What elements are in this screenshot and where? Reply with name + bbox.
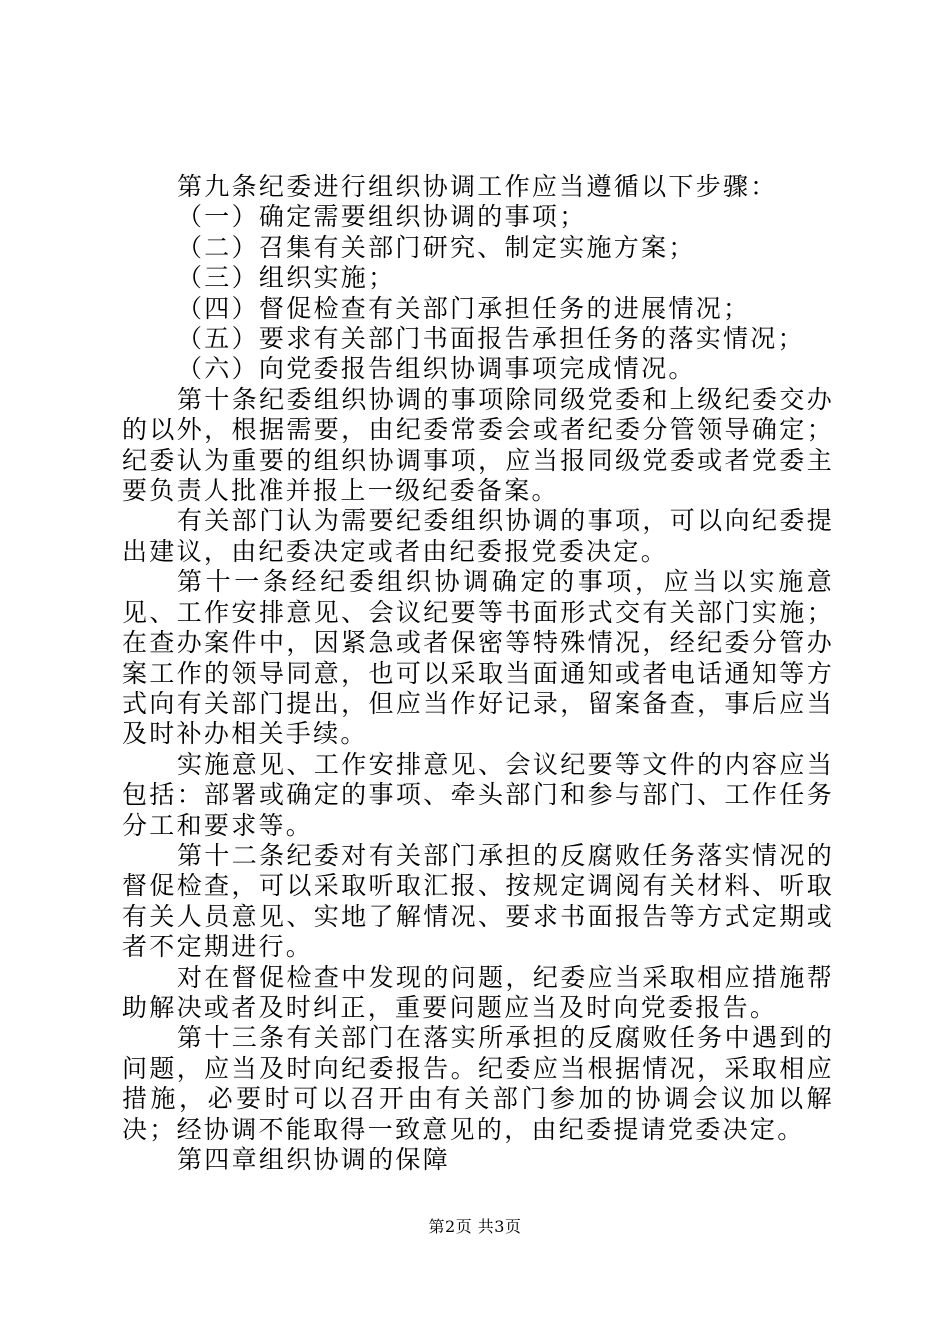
- paragraph-article-10: 第十条纪委组织协调的事项除同级党委和上级纪委交办的以外，根据需要，由纪委常委会或者纪委分管领导确定；纪委认为重要的组织协调事项，应当报同级党委或者党委主要负责人批准并报上一级纪委备案。: [122, 384, 834, 506]
- paragraph-step-5: （五）要求有关部门书面报告承担任务的落实情况；: [177, 324, 805, 354]
- document-body: [122, 172, 834, 1175]
- page-number-label: 第2页 共3页: [428, 1217, 522, 1236]
- paragraph-article-11: 第十一条经纪委组织协调确定的事项，应当以实施意见、工作安排意见、会议纪要等书面形式交有关部门实施；在查办案件中，因紧急或者保密等特殊情况，经纪委分管办案工作的领导同意，也可以采取当面通知或者电话通知等方式向有关部门提出，但应当作好记录，留案备查，事后应当及时补办相关手续。: [122, 567, 834, 749]
- paragraph-article-12: 第十二条纪委对有关部门承担的反腐败任务落实情况的督促检查，可以采取听取汇报、按规定调阅有关材料、听取有关人员意见、实地了解情况、要求书面报告等方式定期或者不定期进行。: [122, 840, 834, 962]
- paragraph-article-11-note: 实施意见、工作安排意见、会议纪要等文件的内容应当包括：部署或确定的事项、牵头部门和参与部门、工作任务分工和要求等。: [122, 749, 834, 840]
- paragraph-step-6: （六）向党委报告组织协调事项完成情况。: [177, 354, 696, 384]
- paragraph-step-3: （三）组织实施；: [177, 263, 396, 293]
- paragraph-article-13: 第十三条有关部门在落实所承担的反腐败任务中遇到的问题，应当及时向纪委报告。纪委应当根据情况，采取相应措施，必要时可以召开由有关部门参加的协调会议加以解决；经协调不能取得一致意见的，由纪委提请党委决定。: [122, 1023, 834, 1144]
- paragraph-step-1: （一）确定需要组织协调的事项；: [177, 202, 587, 232]
- paragraph-step-4: （四）督促检查有关部门承担任务的进展情况；: [177, 293, 751, 323]
- chapter-heading-4: 第四章组织协调的保障: [177, 1145, 451, 1174]
- paragraph-article-10-note: 有关部门认为需要纪委组织协调的事项，可以向纪委提出建议，由纪委决定或者由纪委报党委决定。: [122, 506, 834, 566]
- page-footer: [0, 1214, 950, 1237]
- paragraph-step-2: （二）召集有关部门研究、制定实施方案；: [177, 232, 696, 262]
- paragraph-article-12-note: 对在督促检查中发现的问题，纪委应当采取相应措施帮助解决或者及时纠正，重要问题应当及时向党委报告。: [122, 962, 834, 1022]
- paragraph-article-9: 第九条纪委进行组织协调工作应当遵循以下步骤：: [177, 172, 778, 201]
